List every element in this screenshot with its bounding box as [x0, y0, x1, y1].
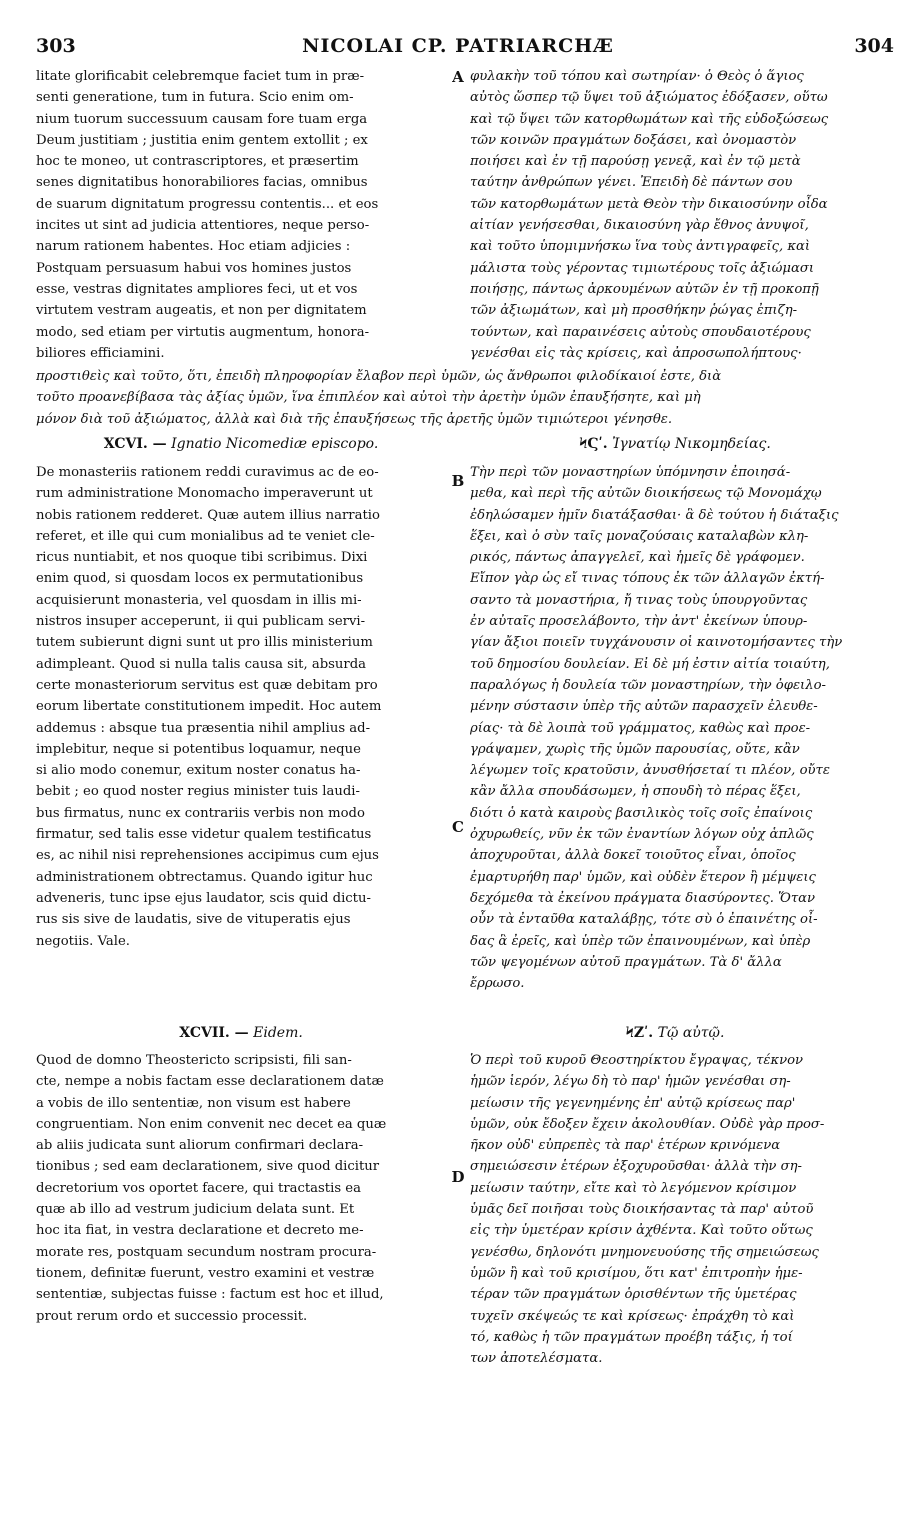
text-line: εἰς τὴν ὑμετέραν κρίσιν ἀχθέντα. Καὶ τοῦτο οὕτως: [470, 1223, 813, 1239]
text-line: administrationem obtrectamus. Quando igitur huc: [36, 869, 373, 885]
text-line: δας ἃ ἐρεῖς, καὶ ὑπὲρ τῶν ἐπαινουμένων, καὶ ὑπὲρ: [470, 933, 811, 949]
text-line: ricus nuntiabit, et nos quoque tibi scribimus. Dixi: [36, 550, 368, 566]
text-line: ποιήσῃς, πάντως ἀρκουμένων αὐτῶν ἐν τῇ προκοπῇ: [470, 281, 819, 297]
text-line: rus sis sive de laudatis, sive de vituperatis ejus: [36, 912, 351, 928]
text-line: των ἀποτελέσματα.: [470, 1351, 603, 1367]
xcvii-greek-text: [470, 1050, 880, 1369]
text-line: acquisierunt monasteria, vel quosdam in illis mi-: [36, 592, 362, 608]
text-line: implebitur, neque si potentibus loquamur, neque: [36, 741, 361, 757]
text-line: τοῦ δημοσίου δουλείαν. Εἰ δὲ μή ἐστιν αἰτία τοιαύτη,: [470, 656, 830, 672]
text-line: bebit ; eo quod noster regius minister tuis laudi-: [36, 784, 360, 800]
text-line: τέραν τῶν πραγμάτων ὁρισθέντων τῆς ὑμετέρας: [470, 1287, 797, 1303]
text-line: adveneris, tunc ipse ejus laudator, scis quid dictu-: [36, 890, 371, 906]
text-line: senti generatione, tum in futura. Scio enim om-: [36, 90, 354, 106]
text-line: tutem subierunt digni sunt ut pro illis ministerium: [36, 635, 373, 651]
text-line: bus firmatus, nunc ex contrariis verbis non modo: [36, 805, 365, 821]
margin-letter-c: C: [452, 818, 464, 836]
text-line: ποιήσει καὶ ἐν τῇ παρούσῃ γενεᾷ, καὶ ἐν τῷ μετὰ: [470, 154, 801, 170]
text-line: μάλιστα τοὺς γέροντας τιμιωτέρους τοῖς ἀξιώμασι: [470, 260, 815, 276]
xcv-greek-text: [470, 66, 880, 364]
text-line: es, ac nihil nisi reprehensiones accipimus cum ejus: [36, 848, 379, 864]
text-line: ὑμᾶς δεῖ ποιῆσαι τοὺς διοικήσαντας τὰ παρ' αὐτοῦ: [470, 1202, 814, 1218]
text-line: φυλακὴν τοῦ τόπου καὶ σωτηρίαν· ὁ Θεὸς ὁ ἅγιος: [470, 69, 804, 84]
text-line: παραλόγως ἡ δουλεία τῶν μοναστηρίων, τὴν ὀφειλο-: [470, 677, 826, 693]
text-line: enim quod, si quosdam locos ex permutationibus: [36, 571, 364, 587]
xcv-latin-text: [36, 66, 446, 364]
text-line: prout rerum ordo et successio processit.: [36, 1308, 308, 1324]
text-line: addemus : absque tua præsentia nihil amplius ad-: [36, 720, 371, 736]
text-line: γενέσθαι εἰς τὰς κρίσεις, καὶ ἀπροσωπολήπτους·: [470, 345, 802, 361]
text-line: ab aliis judicata sunt aliorum confirmari declara-: [36, 1138, 364, 1154]
margin-letter-a: A: [452, 68, 464, 86]
text-line: de suarum dignitatum progressu contentis... et eos: [36, 196, 379, 212]
text-line: esse, vestras dignitates ampliores feci, ut et vos: [36, 281, 358, 297]
text-line: senes dignitatibus honorabiliores facias, omnibus: [36, 175, 368, 191]
xcvii-greek-heading: [470, 1022, 880, 1044]
text-line: δεχόμεθα τὰ ἐκείνου πράγματα διασύροντες. Ὅταν: [470, 890, 816, 906]
text-line: eorum libertate constitutionem impedit. Hoc autem: [36, 699, 382, 715]
text-line: ρίας· τὰ δὲ λοιπὰ τοῦ γράμματος, καθὼς καὶ προε-: [470, 720, 811, 736]
xcvii-latin-text: [36, 1050, 446, 1327]
text-line: Quod de domno Theosterictο scripsisti, fili san-: [36, 1053, 352, 1068]
text-line: σαντο τὰ μοναστήρια, ἤ τινας τοὺς ὑπουργοῦντας: [470, 592, 808, 608]
text-line: decretorium vos oportet facere, qui tractastis ea: [36, 1180, 361, 1196]
text-line: τούντων, καὶ παραινέσεις αὐτοὺς σπουδαιοτέρους: [470, 324, 811, 340]
text-line: quæ ab illo ad vestrum judicium delata sunt. Et: [36, 1202, 355, 1218]
running-title: NICOLAI CP. PATRIARCHÆ: [302, 35, 614, 57]
text-line: incites ut sint ad judicia attentiores, neque perso-: [36, 218, 370, 234]
text-line: Postquam persuasum habui vos homines justos: [36, 260, 352, 276]
text-line: ῆκον οὐδ' εὐπρεπὲς τὰ παρ' ἑτέρων κρινόμενα: [470, 1138, 781, 1154]
text-line: rum administratione Monomacho imperaverunt ut: [36, 486, 373, 502]
text-line: μείωσιν ταύτην, εἴτε καὶ τὸ λεγόμενον κρίσιμον: [470, 1180, 797, 1196]
letter-addressee: Eidem.: [253, 1025, 303, 1041]
letter-number: ϞϚʹ.: [579, 436, 608, 452]
text-line: γίαν ἄξιοι ποιεῖν τυγχάνουσιν οἱ καινοτομήσαντες τὴν: [470, 635, 843, 651]
text-line: virtutem vestram augeatis, et non per dignitatem: [36, 303, 367, 319]
xcvi-latin-text: [36, 462, 446, 952]
letter-addressee: Ignatio Nicomediæ episcopo.: [171, 436, 379, 452]
text-line: ὑμῶν ἢ καὶ τοῦ κρισίμου, ὅτι κατ' ἐπιτροπὴν ἡμε-: [470, 1265, 803, 1281]
text-line: ἕξει, καὶ ὁ σὺν ταῖς μοναζούσαις καταλαβὼν κλη-: [470, 528, 809, 544]
text-line: hoc ita fiat, in vestra declaratione et decreto me-: [36, 1223, 364, 1239]
text-line: De monasteriis rationem reddi curavimus ac de eo-: [36, 465, 379, 480]
text-line: τῶν ψεγομένων αὐτοῦ πραγμάτων. Τὰ δ' ἄλλα: [470, 954, 782, 970]
text-line: certe monasteriorum servitus est quæ debitam pro: [36, 677, 378, 693]
text-line: morate res, postquam secundum nostram procura-: [36, 1244, 377, 1260]
text-line: cte, nempe a nobis factam esse declarationem datæ: [36, 1074, 384, 1090]
text-line: μείωσιν τῆς γεγενημένης ἐπ' αὐτῷ κρίσεως παρ': [470, 1095, 796, 1111]
text-line: γράψαμεν, χωρὶς τῆς ὑμῶν παρουσίας, οὔτε, κἂν: [470, 741, 800, 757]
page-number-right: 304: [854, 35, 894, 57]
xcvi-greek-heading: [470, 433, 880, 455]
text-line: sententiæ, subjectas fuisse : factum est hoc et illud,: [36, 1287, 384, 1303]
text-line: Ὁ περὶ τοῦ κυροῦ Θεοστηρίκτου ἔγραψας, τέκνον: [470, 1053, 804, 1068]
text-line: nobis rationem redderet. Quæ autem illius narratio: [36, 507, 380, 523]
text-line: λέγωμεν τοῖς κρατοῦσιν, ἀνυσθήσεταί τι πλέον, οὔτε: [470, 763, 830, 779]
margin-letter-b: B: [451, 472, 465, 490]
margin-letter-d: D: [451, 1168, 465, 1186]
text-line: καὶ τοῦτο ὑπομιμνήσκω ἵνα τοὺς ἀντιγραφεῖς, καὶ: [470, 239, 811, 255]
text-line: τυχεῖν σκέψεώς τε καὶ κρίσεως· ἐπράχθη τὸ καὶ: [470, 1308, 795, 1324]
text-line: ἐμαρτυρήθη παρ' ὑμῶν, καὶ οὐδὲν ἕτερον ἢ μέμψεις: [470, 869, 816, 885]
letter-addressee: Ἰγνατίῳ Νικομηδείας.: [612, 436, 771, 452]
text-line: congruentiam. Non enim convenit nec decet ea quæ: [36, 1116, 387, 1132]
text-line: ταύτην ἀνθρώπων γένει. Ἐπειδὴ δὲ πάντων σου: [470, 175, 793, 191]
letter-addressee: Τῷ αὐτῷ.: [657, 1025, 725, 1041]
xcvii-latin-heading: [36, 1022, 446, 1044]
text-line: ὀχυρωθείς, νῦν ἐκ τῶν ἐναντίων λόγων οὐχ ἁπλῶς: [470, 827, 814, 843]
text-line: τῶν κατορθωμάτων μετὰ Θεὸν τὴν δικαιοσύνην οἶδα: [470, 196, 828, 212]
text-line: ἐν αὐταῖς προσελάβοντο, τὴν ἀντ' ἐκείνων ὑπουρ-: [470, 614, 808, 630]
text-line: σημειώσεσιν ἑτέρων ἐξοχυροῦσθαι· ἀλλὰ τὴν ση-: [470, 1159, 802, 1175]
text-line: tionibus ; sed eam declarationem, sive quod dicitur: [36, 1159, 380, 1175]
text-line: αὐτὸς ὥσπερ τῷ ὕψει τοῦ ἀξιώματος ἐδόξασεν, οὕτω: [470, 90, 828, 106]
text-line: ὑμῶν, οὐκ ἔδοξεν ἔχειν ἀκολουθίαν. Οὐδὲ γὰρ προσ-: [470, 1116, 825, 1132]
text-line: τῶν ἀξιωμάτων, καὶ μὴ προσθήκην ῥώγας ἐπιζη-: [470, 303, 798, 319]
letter-number: ϞΖʹ.: [625, 1025, 654, 1041]
text-line: Deum justitiam ; justitia enim gentem extollit ; ex: [36, 132, 368, 148]
text-line: μεθα, καὶ περὶ τῆς αὐτῶν διοικήσεως τῷ Μονομάχῳ: [470, 486, 822, 502]
text-line: biliores efficiamini.: [36, 345, 165, 361]
page-number-left: 303: [36, 35, 76, 57]
xcv-greek-full-width-text: [36, 366, 880, 430]
text-line: μένην σύστασιν ὑπὲρ τῆς αὐτῶν παρασχεῖν ἐλευθε-: [470, 699, 818, 715]
text-line: μόνον διὰ τοῦ ἀξιώματος, ἀλλὰ καὶ διὰ τῆς ἐπαυξήσεως τῆς ἀρετῆς ὑμῶν τιμιώτεροι γένησθε.: [36, 411, 673, 427]
text-line: ἐδηλώσαμεν ἡμῖν διατάξασθαι· ἃ δὲ τούτου ἡ διάταξις: [470, 507, 839, 523]
text-line: nistros insuper acceperunt, ii qui publicam servi-: [36, 614, 366, 630]
text-line: litate glorificabit celebremque faciet tum in præ-: [36, 69, 365, 84]
text-line: hoc te moneo, ut contrascriptores, et præsertim: [36, 154, 359, 170]
text-line: κἂν ἄλλα σπουδάσωμεν, ἡ σπουδὴ τὸ πέρας ἕξει,: [470, 784, 801, 800]
text-line: modo, sed etiam per virtutis augmentum, honora-: [36, 324, 370, 340]
text-line: γενέσθω, δηλονότι μνημονευούσης τῆς σημειώσεως: [470, 1244, 819, 1260]
text-line: Τὴν περὶ τῶν μοναστηρίων ὑπόμνησιν ἐποιησά-: [470, 465, 791, 480]
text-line: ρικός, πάντως ἀπαγγελεῖ, καὶ ἡμεῖς δὲ γράφομεν.: [470, 550, 805, 566]
text-line: τῶν κοινῶν πραγμάτων δοξάσει, καὶ ὀνομαστὸν: [470, 132, 797, 148]
text-line: negotiis. Vale.: [36, 933, 130, 949]
text-line: ἀποχυροῦται, ἀλλὰ δοκεῖ τοιοῦτος εἶναι, ὁποῖος: [470, 848, 796, 864]
text-line: a vobis de illo sententiæ, non visum est habere: [36, 1095, 351, 1111]
text-line: διότι ὁ κατὰ καιροὺς βασιλικὸς τοῖς σοῖς ἐπαίνοις: [470, 805, 813, 821]
text-line: αἰτίαν γενήσεσθαι, δικαιοσύνη γὰρ ἔθνος ἀνυψοῖ,: [470, 218, 809, 234]
text-line: firmatur, sed talis esse videtur qualem testificatus: [36, 827, 372, 843]
text-line: referet, et ille qui cum monialibus ad te veniet cle-: [36, 528, 375, 544]
text-line: adimpleant. Quod si nulla talis causa sit, absurda: [36, 656, 367, 672]
text-line: Εἴπον γὰρ ὡς εἴ τινας τόπους ἐκ τῶν ἀλλαγῶν ἐκτή-: [470, 571, 825, 587]
text-line: tionem, definitæ fuerunt, vestro examini et vestræ: [36, 1265, 375, 1281]
text-line: si alio modo conemur, exitum noster conatus ha-: [36, 763, 361, 779]
letter-number: XCVI. —: [103, 436, 167, 452]
text-line: καὶ τῷ ὕψει τῶν κατορθωμάτων καὶ τῆς εὐδοξώσεως: [470, 111, 829, 127]
text-line: ἔρρωσο.: [470, 976, 525, 992]
text-line: οὖν τὰ ἐνταῦθα καταλάβῃς, τότε σὺ ὁ ἐπαινέτης οἶ-: [470, 912, 818, 928]
text-line: τοῦτο προανεβίβασα τὰς ἀξίας ὑμῶν, ἵνα ἐπιπλέον καὶ αὐτοὶ τὴν ἀρετὴν ὑμῶν ἐπαυξήσητε, καὶ μὴ: [36, 390, 701, 406]
letter-number: XCVII. —: [179, 1025, 249, 1041]
text-line: narum rationem habentes. Hoc etiam adjicies :: [36, 239, 351, 255]
text-line: τό, καθὼς ἡ τῶν πραγμάτων προέβη τάξις, ἡ τοί: [470, 1329, 793, 1345]
text-line: nium tuorum successuum causam fore tuam erga: [36, 111, 368, 127]
xcvi-latin-heading: [36, 433, 446, 455]
text-line: ἡμῶν ἱερόν, λέγω δὴ τὸ παρ' ἡμῶν γενέσθαι ση-: [470, 1074, 791, 1090]
xcvi-greek-text: [470, 462, 880, 994]
text-line: προστιθεὶς καὶ τοῦτο, ὅτι, ἐπειδὴ πληροφορίαν ἔλαβον περὶ ὑμῶν, ὡς ἄνθρωποι φιλοδίκαιοί ἐστε, διὰ: [36, 369, 722, 384]
